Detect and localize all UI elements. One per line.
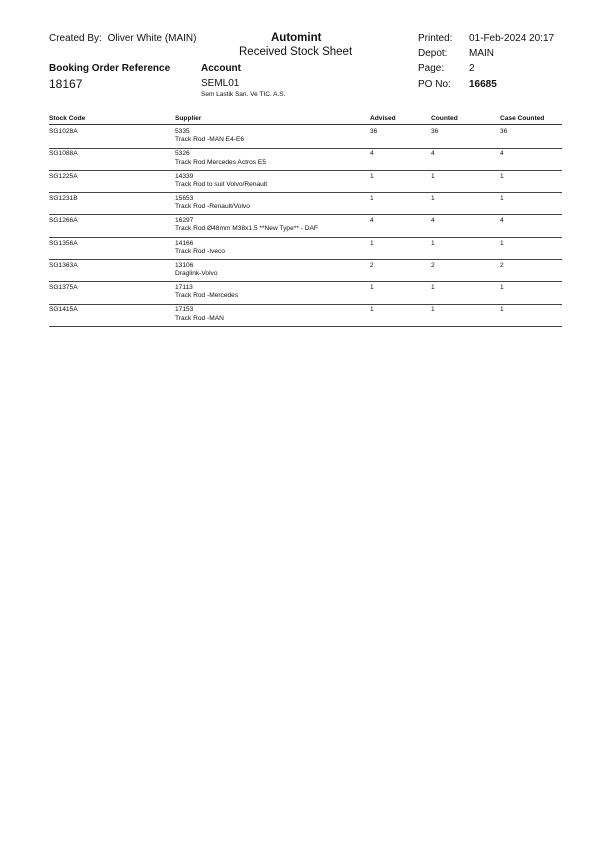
counted-cell: 1 xyxy=(431,239,435,247)
account-name: Sem Lastik San. Ve TIC. A.S. xyxy=(201,91,286,98)
printed-label: Printed: xyxy=(418,33,453,44)
created-by-label: Created By: xyxy=(49,33,102,44)
created-by-value: Oliver White (MAIN) xyxy=(107,33,197,44)
page-value: 2 xyxy=(469,63,475,74)
stock-code-cell: SG1356A xyxy=(49,239,78,247)
stock-code-cell: SG1225A xyxy=(49,172,78,180)
po-value: 16685 xyxy=(469,79,497,90)
supplier-code-cell: 13106 xyxy=(175,261,194,269)
description-cell: Draglink-Volvo xyxy=(175,270,218,278)
advised-cell: 1 xyxy=(370,172,374,180)
counted-cell: 2 xyxy=(431,261,435,269)
advised-cell: 1 xyxy=(370,239,374,247)
advised-cell: 2 xyxy=(370,261,374,269)
advised-cell: 1 xyxy=(370,194,374,202)
table-row xyxy=(0,126,595,148)
supplier-code-cell: 14339 xyxy=(175,172,194,180)
case-counted-cell: 1 xyxy=(500,172,504,180)
supplier-code-cell: 14166 xyxy=(175,239,194,247)
stock-code-cell: SG1231B xyxy=(49,194,78,202)
description-cell: Track Rod -MAN E4-E6 xyxy=(175,136,245,144)
booking-ref-label: Booking Order Reference xyxy=(49,63,171,74)
case-counted-cell: 1 xyxy=(500,306,504,314)
table-row xyxy=(0,282,595,304)
col-advised: Advised xyxy=(370,115,396,122)
printed-value: 01-Feb-2024 20:17 xyxy=(469,33,555,44)
header-divider xyxy=(49,124,562,125)
supplier-code-cell: 15653 xyxy=(175,194,194,202)
case-counted-cell: 4 xyxy=(500,217,504,225)
col-case-counted: Case Counted xyxy=(500,115,545,122)
case-counted-cell: 4 xyxy=(500,150,504,158)
page-label: Page: xyxy=(418,63,445,74)
stock-code-cell: SG1363A xyxy=(49,261,78,269)
case-counted-cell: 1 xyxy=(500,284,504,292)
stock-code-cell: SG1415A xyxy=(49,306,78,314)
table-row xyxy=(0,260,595,282)
counted-cell: 4 xyxy=(431,217,435,225)
description-cell: Track Rod Mercedes Actros E5 xyxy=(175,158,267,166)
col-stock-code: Stock Code xyxy=(49,115,86,122)
supplier-code-cell: 17153 xyxy=(175,306,194,314)
description-cell: Track Rod Ø48mm M38x1.5 **New Type** - DAF xyxy=(175,225,318,233)
counted-cell: 4 xyxy=(431,150,435,158)
advised-cell: 1 xyxy=(370,306,374,314)
booking-ref-value: 18167 xyxy=(49,77,83,91)
description-cell: Track Rod -Mercedes xyxy=(175,292,239,300)
stock-code-cell: SG1266A xyxy=(49,217,78,225)
stock-code-cell: SG1375A xyxy=(49,284,78,292)
supplier-code-cell: 5335 xyxy=(175,128,190,135)
counted-cell: 1 xyxy=(431,172,435,180)
advised-cell: 4 xyxy=(370,150,374,158)
table-row xyxy=(0,215,595,237)
table-row xyxy=(0,193,595,215)
counted-cell: 1 xyxy=(431,306,435,314)
case-counted-cell: 1 xyxy=(500,194,504,202)
description-cell: Track Rod -Renault/Volvo xyxy=(175,203,250,211)
table-row xyxy=(0,171,595,193)
table-row xyxy=(0,238,595,260)
account-label: Account xyxy=(201,63,241,74)
supplier-code-cell: 5326 xyxy=(175,150,190,158)
table-row xyxy=(0,304,595,326)
row-divider xyxy=(49,326,562,327)
account-code: SEML01 xyxy=(201,78,240,89)
description-cell: Track Rod to suit Volvo/Renault xyxy=(175,180,268,188)
depot-label: Depot: xyxy=(418,48,448,59)
sheet-title: Received Stock Sheet xyxy=(239,46,353,58)
advised-cell: 36 xyxy=(370,128,378,135)
depot-value: MAIN xyxy=(469,48,494,59)
stock-code-cell: SG1028A xyxy=(49,128,78,135)
col-supplier: Supplier xyxy=(175,115,202,122)
col-counted: Counted xyxy=(431,115,458,122)
counted-cell: 36 xyxy=(431,128,439,135)
description-cell: Track Rod -Iveco xyxy=(175,247,225,255)
counted-cell: 1 xyxy=(431,194,435,202)
created-by xyxy=(49,33,197,44)
advised-cell: 4 xyxy=(370,217,374,225)
case-counted-cell: 1 xyxy=(500,239,504,247)
po-label: PO No: xyxy=(418,79,451,90)
advised-cell: 1 xyxy=(370,284,374,292)
description-cell: Track Rod -MAN xyxy=(175,314,224,322)
table-row xyxy=(0,148,595,170)
stock-code-cell: SG1088A xyxy=(49,150,78,158)
supplier-code-cell: 16297 xyxy=(175,217,194,225)
case-counted-cell: 36 xyxy=(500,128,508,135)
company-name: Automint xyxy=(271,32,322,44)
case-counted-cell: 2 xyxy=(500,261,504,269)
supplier-code-cell: 17113 xyxy=(175,284,193,292)
counted-cell: 1 xyxy=(431,284,435,292)
